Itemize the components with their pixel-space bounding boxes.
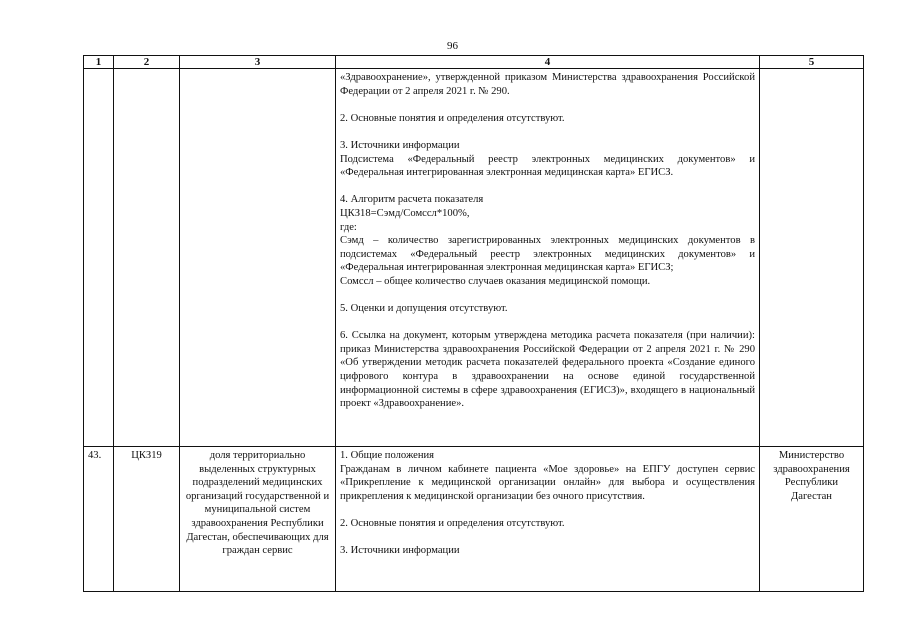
description-paragraph	[340, 302, 755, 316]
description-paragraph	[340, 449, 755, 503]
description-line: 3. Источники информации	[340, 139, 460, 151]
description-line: Подсистема «Федеральный реестр электронных медицинских документов» и «Федеральная интегрированная электронная медицинская карта» ЕГИСЗ.	[340, 153, 755, 179]
description-block	[340, 449, 755, 558]
description-paragraph	[340, 71, 755, 98]
indicator-table	[83, 55, 864, 592]
cell-description	[336, 447, 760, 592]
description-line: 2. Основные понятия и определения отсутствуют.	[340, 112, 565, 124]
table-row-43	[84, 447, 864, 592]
column-header: 1	[84, 56, 114, 69]
column-header: 4	[336, 56, 760, 69]
description-paragraph	[340, 193, 755, 288]
description-line: 6. Ссылка на документ, которым утверждена методика расчета показателя (при наличии): приказ Министерства здравоохранения Российской Федерации от 2 апреля 2021 г. № 290 «Об утверждении методик расчета показателей федерального проекта «Создание единого цифрового контура в здравоохранении на основе единой государственной информационной системы в сфере здравоохранения (ЕГИСЗ)», входящего в национальный проект «Здравоохранение».	[340, 330, 755, 410]
description-line: 4. Алгоритм расчета показателя	[340, 194, 484, 206]
table-row-continued	[84, 69, 864, 447]
description-line: 2. Основные понятия и определения отсутствуют.	[340, 517, 565, 529]
indicator-name: доля территориально выделенных структурных подразделений медицинских организаций государственной и муниципальной систем здравоохранения Республики Дагестан, обеспечивающих для граждан сервис	[180, 447, 336, 592]
cell-description	[336, 69, 760, 447]
column-header: 3	[180, 56, 336, 69]
cell-responsible	[760, 69, 864, 447]
responsible-organization: Министерство здравоохранения Республики Дагестан	[760, 447, 864, 592]
description-paragraph	[340, 112, 755, 126]
column-header: 2	[114, 56, 180, 69]
description-line: Гражданам в личном кабинете пациента «Мое здоровье» на ЕПГУ доступен сервис «Прикрепление к медицинской организации онлайн» для выбора и осуществления прикрепления к медицинской организации без очного присутствия.	[340, 463, 755, 502]
description-paragraph	[340, 517, 755, 531]
row-number: 43.	[84, 447, 114, 592]
description-paragraph	[340, 329, 755, 411]
cell-number	[84, 69, 114, 447]
description-line: где:	[340, 221, 357, 233]
description-line: Сэмд – количество зарегистрированных электронных медицинских документов в подсистемах «Федеральный реестр электронных медицинских документов» и «Федеральная интегрированная электронная медицинская карта» ЕГИСЗ;	[340, 235, 755, 274]
column-header: 5	[760, 56, 864, 69]
description-line: Сомссл – общее количество случаев оказания медицинской помощи.	[340, 275, 651, 287]
indicator-code: ЦКЗ19	[114, 447, 180, 592]
description-line: «Здравоохранение», утвержденной приказом Министерства здравоохранения Российской Федерации от 2 апреля 2021 г. № 290.	[340, 72, 755, 97]
description-line: 5. Оценки и допущения отсутствуют.	[340, 303, 508, 315]
description-block	[340, 71, 755, 411]
description-line: 1. Общие положения	[340, 450, 435, 461]
description-line: 3. Источники информации	[340, 545, 460, 557]
table-header-row	[84, 56, 864, 69]
description-paragraph	[340, 139, 755, 180]
cell-name	[180, 69, 336, 447]
description-line: ЦКЗ18=Сэмд/Сомссл*100%,	[340, 207, 470, 219]
description-paragraph	[340, 544, 755, 558]
page-number: 96	[447, 40, 458, 52]
cell-code	[114, 69, 180, 447]
